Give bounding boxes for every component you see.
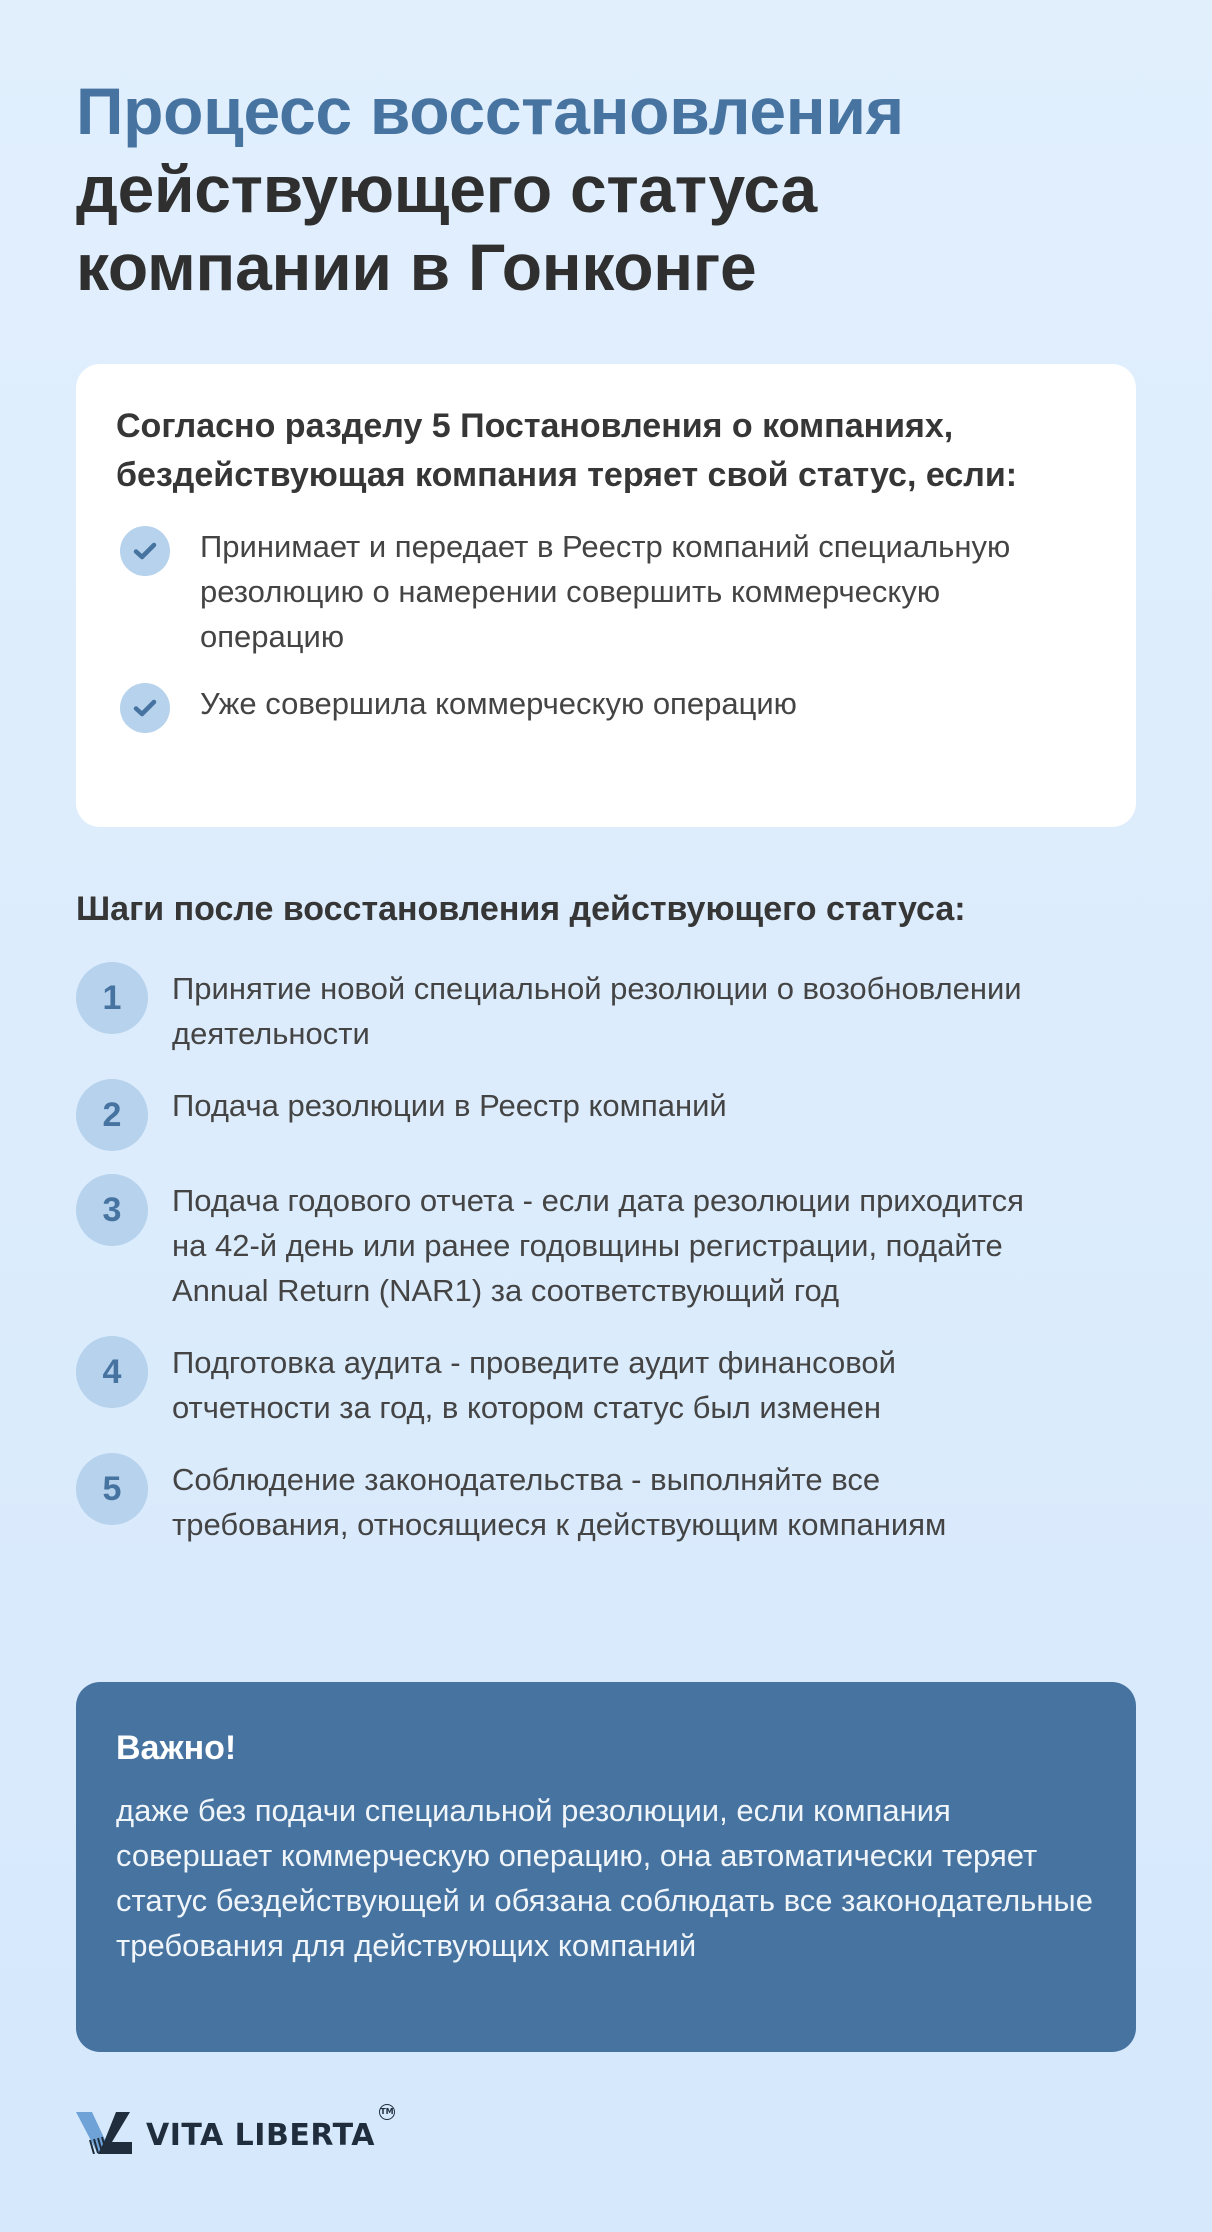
title-line-2: действующего статуса: [76, 152, 817, 226]
condition-text: Уже совершила коммерческую операцию: [200, 686, 797, 721]
step-text: Соблюдение законодательства - выполняйте все требования, относящиеся к действующим компаниям: [172, 1462, 947, 1542]
step-text: Принятие новой специальной резолюции о возобновлении деятельности: [172, 971, 1022, 1051]
step-item: [76, 1453, 1136, 1547]
important-title: Важно!: [116, 1729, 237, 1767]
conditions-list: [116, 524, 1096, 733]
step-item: [76, 1174, 1136, 1313]
title-accent-line: Процесс восстановления: [76, 74, 904, 148]
brand-logo: [76, 2107, 394, 2158]
vita-liberta-logo-icon: [76, 2112, 132, 2159]
trademark-symbol: TM: [379, 2104, 395, 2120]
condition-text: Принимает и передает в Реестр компаний специальную резолюцию о намерении совершить коммерческую операцию: [200, 529, 1011, 654]
brand-name-text: VITA LIBERTA: [146, 2117, 375, 2153]
conditions-heading: Согласно разделу 5 Постановления о компаниях, бездействующая компания теряет свой статус, если:: [116, 407, 1018, 494]
brand-name: [146, 2107, 394, 2153]
condition-item: [116, 681, 1096, 733]
important-notice: [76, 1682, 1136, 2052]
step-number-badge: 2: [76, 1079, 148, 1151]
step-item: [76, 1336, 1136, 1430]
step-number-badge: 5: [76, 1453, 148, 1525]
steps-list: [76, 962, 1136, 1570]
condition-item: [116, 524, 1096, 659]
page-title: [76, 72, 1136, 306]
step-text: Подача годового отчета - если дата резолюции приходится на 42-й день или ранее годовщины регистрации, подайте Annual Return (NAR1) за соответствующий год: [172, 1183, 1024, 1308]
step-item: [76, 962, 1136, 1056]
important-text: даже без подачи специальной резолюции, если компания совершает коммерческую операцию, она автоматически теряет статус бездействующей и обязана соблюдать все законодательные требования для действующих компаний: [116, 1793, 1093, 1963]
step-number-badge: 1: [76, 962, 148, 1034]
check-icon: [120, 683, 170, 733]
step-number-badge: 3: [76, 1174, 148, 1246]
step-item: [76, 1079, 1136, 1151]
step-text: Подготовка аудита - проведите аудит финансовой отчетности за год, в котором статус был изменен: [172, 1345, 896, 1425]
steps-heading: Шаги после восстановления действующего статуса:: [76, 890, 966, 928]
step-number-badge: 4: [76, 1336, 148, 1408]
step-text: Подача резолюции в Реестр компаний: [172, 1088, 727, 1123]
title-line-3: компании в Гонконге: [76, 230, 757, 304]
check-icon: [120, 526, 170, 576]
conditions-card: [76, 364, 1136, 827]
